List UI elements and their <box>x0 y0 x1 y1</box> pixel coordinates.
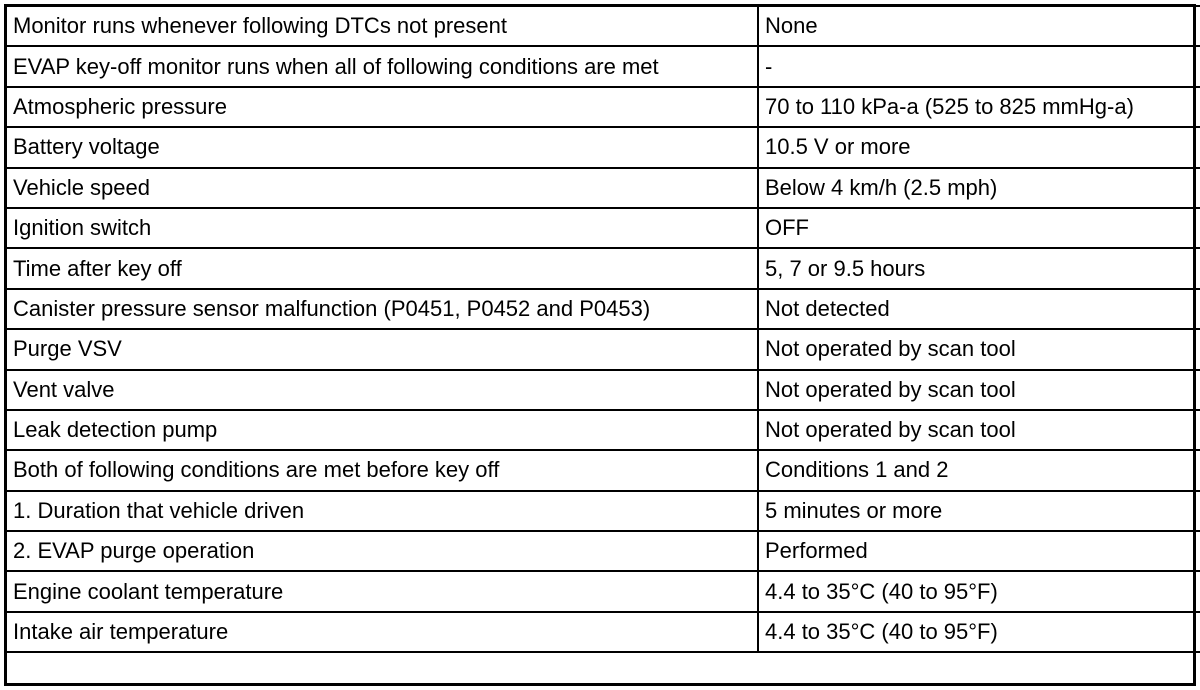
parameter-cell: EVAP key-off monitor runs when all of following conditions are met <box>6 46 758 86</box>
value-cell: Below 4 km/h (2.5 mph) <box>758 168 1200 208</box>
table-row <box>6 6 1200 46</box>
value-cell: Not operated by scan tool <box>758 410 1200 450</box>
table-row <box>6 410 1200 450</box>
value-cell: - <box>758 46 1200 86</box>
value-cell: 10.5 V or more <box>758 127 1200 167</box>
table-row <box>6 612 1200 652</box>
table-row <box>6 571 1200 611</box>
value-cell: Not detected <box>758 289 1200 329</box>
table-row <box>6 329 1200 369</box>
parameter-cell: Vehicle speed <box>6 168 758 208</box>
table-row <box>6 127 1200 167</box>
table-row <box>6 289 1200 329</box>
table-row <box>6 208 1200 248</box>
parameter-cell: Leak detection pump <box>6 410 758 450</box>
parameter-cell: Atmospheric pressure <box>6 87 758 127</box>
parameter-cell: Both of following conditions are met before key off <box>6 450 758 490</box>
parameter-cell: 1. Duration that vehicle driven <box>6 491 758 531</box>
value-cell: OFF <box>758 208 1200 248</box>
parameter-cell: Vent valve <box>6 370 758 410</box>
value-cell: 4.4 to 35°C (40 to 95°F) <box>758 571 1200 611</box>
table-row <box>6 87 1200 127</box>
parameter-cell: Monitor runs whenever following DTCs not present <box>6 6 758 46</box>
table-row <box>6 531 1200 571</box>
parameter-cell: Ignition switch <box>6 208 758 248</box>
value-cell: Conditions 1 and 2 <box>758 450 1200 490</box>
value-cell: Performed <box>758 531 1200 571</box>
table-row <box>6 46 1200 86</box>
value-cell: None <box>758 6 1200 46</box>
value-cell: 5 minutes or more <box>758 491 1200 531</box>
table-row <box>6 168 1200 208</box>
table-row <box>6 370 1200 410</box>
value-cell: 4.4 to 35°C (40 to 95°F) <box>758 612 1200 652</box>
parameter-cell: Purge VSV <box>6 329 758 369</box>
table-row <box>6 450 1200 490</box>
parameter-cell: Canister pressure sensor malfunction (P0451, P0452 and P0453) <box>6 289 758 329</box>
value-cell: Not operated by scan tool <box>758 370 1200 410</box>
table-row <box>6 491 1200 531</box>
parameter-cell: Engine coolant temperature <box>6 571 758 611</box>
parameter-cell: 2. EVAP purge operation <box>6 531 758 571</box>
parameter-cell: Battery voltage <box>6 127 758 167</box>
parameter-cell: Time after key off <box>6 248 758 288</box>
value-cell: 70 to 110 kPa-a (525 to 825 mmHg-a) <box>758 87 1200 127</box>
conditions-table <box>5 5 1200 653</box>
parameter-cell: Intake air temperature <box>6 612 758 652</box>
value-cell: 5, 7 or 9.5 hours <box>758 248 1200 288</box>
value-cell: Not operated by scan tool <box>758 329 1200 369</box>
table-row <box>6 248 1200 288</box>
